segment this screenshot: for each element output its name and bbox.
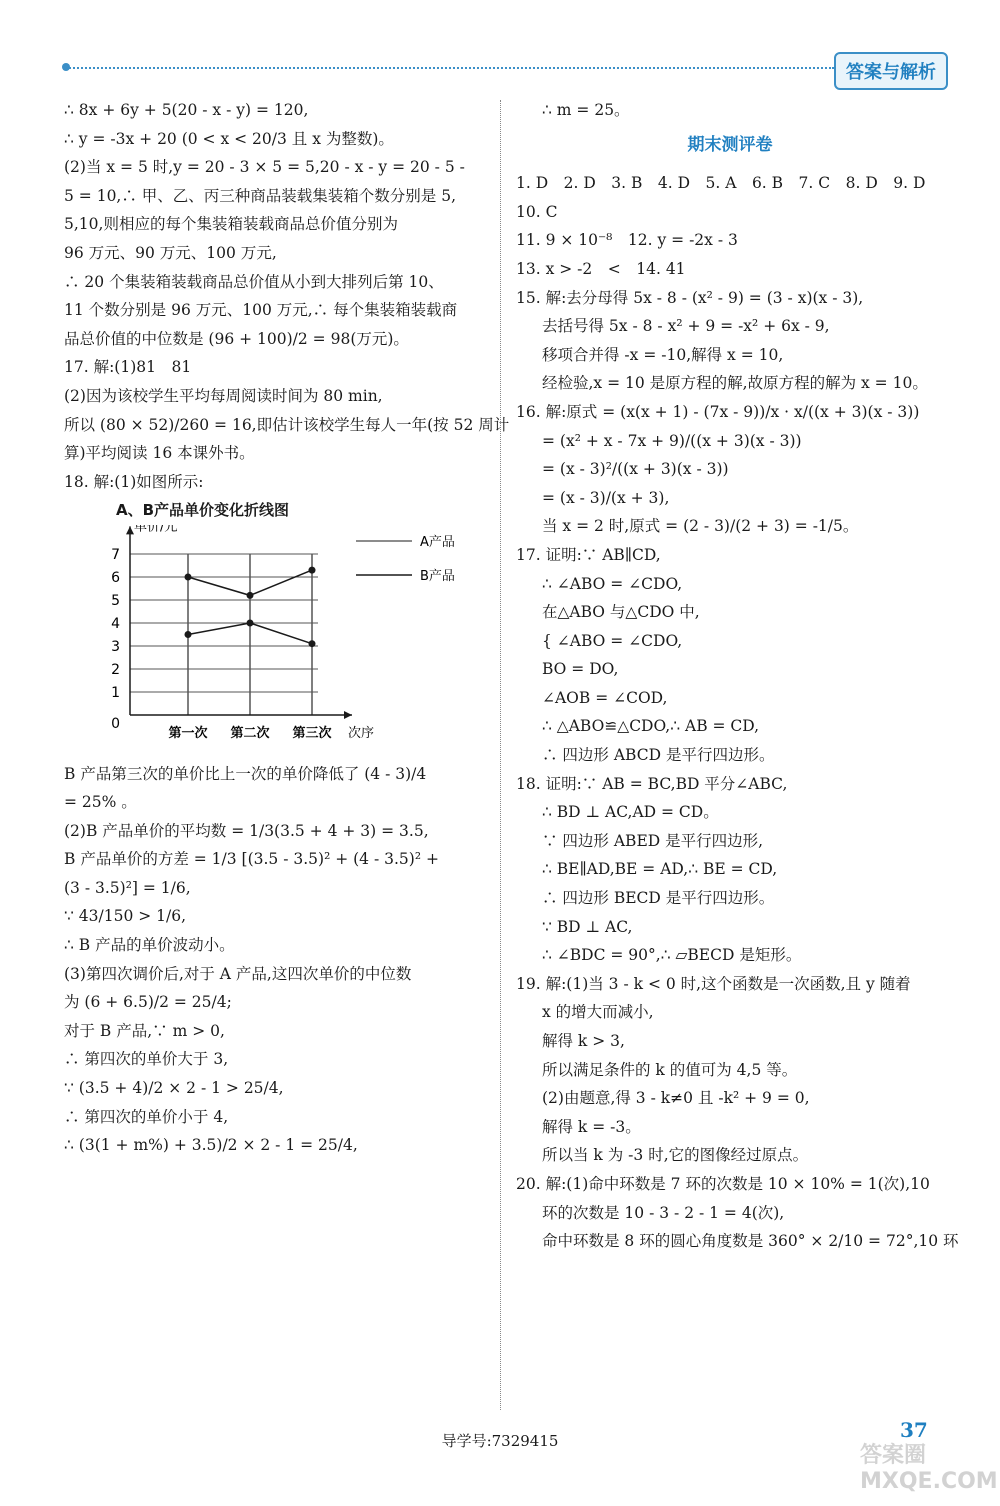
- text-line: 为 (6 + 6.5)/2 = 25/4;: [64, 993, 232, 1012]
- text-line: ∵ BD ⊥ AC,: [542, 917, 633, 936]
- text-line: (3)第四次调价后,对于 A 产品,这四次单价的中位数: [64, 964, 412, 983]
- text-line: 所以当 k 为 -3 时,它的图像经过原点。: [542, 1146, 809, 1165]
- text-line: 15. 解:去分母得 5x - 8 - (x² - 9) = (3 - x)(x - 3),: [516, 288, 864, 307]
- text-line: ∵ 四边形 ABED 是平行四边形,: [542, 831, 764, 850]
- y-tick-label: 0: [111, 715, 120, 732]
- text-line: ∴ (3(1 + m%) + 3.5)/2 × 2 - 1 = 25/4,: [64, 1136, 358, 1155]
- text-line: (2)当 x = 5 时,y = 20 - 3 × 5 = 5,20 - x - y = 20 - 5 -: [64, 158, 465, 177]
- text-line: ∴ 四边形 BECD 是平行四边形。: [542, 889, 775, 908]
- text-line: 13. x > -2 < 14. 41: [516, 259, 686, 278]
- data-point: [247, 619, 254, 626]
- text-line: 所以满足条件的 k 的值可为 4,5 等。: [542, 1060, 798, 1079]
- text-line: 解得 k > 3,: [542, 1032, 625, 1050]
- text-line: ∴ 8x + 6y + 5(20 - x - y) = 120,: [64, 101, 309, 119]
- text-line: B 产品单价的方差 = 1/3 [(3.5 - 3.5)² + (4 - 3.5)² +: [64, 850, 439, 869]
- text-line: x 的增大而减小,: [542, 1003, 654, 1022]
- text-line: 17. 证明:∵ AB∥CD,: [516, 545, 661, 564]
- text-line: ∴ BD ⊥ AC,AD = CD。: [542, 803, 719, 822]
- data-point: [309, 567, 316, 574]
- text-line: ∴ △ABO≌△CDO,∴ AB = CD,: [542, 717, 760, 736]
- data-point: [247, 592, 254, 599]
- y-tick-label: 6: [111, 569, 120, 586]
- text-line: 18. 解:(1)如图所示:: [64, 472, 204, 491]
- text-line: 算)平均阅读 16 本课外书。: [64, 444, 255, 463]
- column-divider: [500, 100, 501, 1410]
- text-line: 11. 9 × 10⁻⁸ 12. y = -2x - 3: [516, 231, 738, 250]
- text-line: (2)因为该校学生平均每周阅读时间为 80 min,: [64, 386, 383, 405]
- header-rule: [66, 67, 834, 69]
- watermark-logo: 答案圈 MXQE.COM: [860, 1443, 998, 1494]
- y-tick-label: 2: [111, 661, 120, 678]
- text-line: ∴ 20 个集装箱装载商品总价值从小到大排列后第 10、: [64, 272, 444, 291]
- section-title: 期末测评卷: [687, 134, 773, 155]
- y-tick-label: 5: [111, 592, 120, 609]
- text-line: ∴ ∠BDC = 90°,∴ ▱BECD 是矩形。: [542, 946, 802, 965]
- text-line: = 25% 。: [64, 793, 137, 812]
- text-line: 19. 解:(1)当 3 - k < 0 时,这个函数是一次函数,且 y 随着: [516, 974, 911, 993]
- text-line: ∴ BE∥AD,BE = AD,∴ BE = CD,: [542, 860, 778, 879]
- header-title: 答案与解析: [834, 52, 948, 90]
- text-line: (2)B 产品单价的平均数 = 1/3(3.5 + 4 + 3) = 3.5,: [64, 821, 429, 840]
- x-axis-arrow: [344, 711, 352, 719]
- text-line: { ∠ABO = ∠CDO,: [542, 631, 683, 650]
- price-line-chart: [64, 525, 484, 750]
- text-line: (2)由题意,得 3 - k≠0 且 -k² + 9 = 0,: [542, 1089, 810, 1108]
- text-line: ∴ y = -3x + 20 (0 < x < 20/3 且 x 为整数)。: [64, 129, 394, 148]
- text-line: ∴ B 产品的单价波动小。: [64, 936, 235, 955]
- legend-label: B产品: [420, 568, 455, 584]
- text-line: ∴ ∠ABO = ∠CDO,: [542, 574, 683, 593]
- guide-number: 导学号:7329415: [441, 1432, 559, 1450]
- text-line: 10. C: [516, 202, 558, 221]
- data-point: [185, 631, 192, 638]
- text-line: 对于 B 产品,∵ m > 0,: [64, 1021, 225, 1040]
- text-line: 5,10,则相应的每个集装箱装载商品总价值分别为: [64, 215, 398, 234]
- text-line: 解得 k = -3。: [542, 1117, 641, 1136]
- text-line: ∴ 四边形 ABCD 是平行四边形。: [542, 746, 775, 765]
- text-line: 18. 证明:∵ AB = BC,BD 平分∠ABC,: [516, 774, 788, 793]
- text-line: = (x - 3)²/((x + 3)(x - 3)): [542, 460, 729, 479]
- text-line: B 产品第三次的单价比上一次的单价降低了 (4 - 3)/4: [64, 764, 427, 783]
- text-line: 移项合并得 -x = -10,解得 x = 10,: [542, 345, 784, 364]
- right-column: [516, 96, 959, 1256]
- data-point: [309, 640, 316, 647]
- text-line: ∵ (3.5 + 4)/2 × 2 - 1 > 25/4,: [64, 1079, 284, 1098]
- text-line: 经检验,x = 10 是原方程的解,故原方程的解为 x = 10。: [542, 374, 928, 393]
- text-line: 命中环数是 8 环的圆心角度数是 360° × 2/10 = 72°,10 环: [542, 1232, 959, 1251]
- text-line: ∠AOB = ∠COD,: [542, 688, 668, 707]
- left-column: [64, 96, 510, 1160]
- text-line: 所以 (80 × 52)/260 = 16,即估计该校学生每人一年(按 52 周计: [64, 415, 510, 434]
- y-axis-arrow: [126, 526, 134, 534]
- text-line: BO = DO,: [542, 660, 619, 679]
- text-line: 96 万元、90 万元、100 万元,: [64, 243, 277, 262]
- y-tick-label: 3: [111, 638, 120, 655]
- x-axis-label: 次序: [348, 725, 375, 741]
- text-line: 去括号得 5x - 8 - x² + 9 = -x² + 6x - 9,: [542, 317, 830, 336]
- y-tick-label: 1: [111, 684, 120, 701]
- text-line: 在△ABO 与△CDO 中,: [542, 603, 700, 622]
- legend-label: A产品: [420, 534, 455, 550]
- data-point: [185, 573, 192, 580]
- y-tick-label: 7: [111, 546, 120, 563]
- text-line: ∴ 第四次的单价大于 3,: [64, 1050, 229, 1069]
- text-line: = (x² + x - 7x + 9)/((x + 3)(x - 3)): [542, 431, 802, 450]
- page-number: 37: [900, 1418, 928, 1442]
- x-tick-label: 第三次: [292, 725, 332, 741]
- text-line: 当 x = 2 时,原式 = (2 - 3)/(2 + 3) = -1/5。: [542, 517, 859, 536]
- y-axis-label: 单价/元: [134, 524, 178, 535]
- text-line: 17. 解:(1)81 81: [64, 358, 192, 377]
- y-tick-label: 4: [111, 615, 120, 632]
- text-line: 环的次数是 10 - 3 - 2 - 1 = 4(次),: [542, 1203, 785, 1222]
- text-line: 20. 解:(1)命中环数是 7 环的次数是 10 × 10% = 1(次),10: [516, 1174, 930, 1193]
- text-line: (3 - 3.5)²] = 1/6,: [64, 878, 191, 897]
- text-line: ∴ 第四次的单价小于 4,: [64, 1107, 229, 1126]
- text-line: 16. 解:原式 = (x(x + 1) - (7x - 9))/x · x/((x + 3)(x - 3)): [516, 402, 920, 421]
- text-line: 5 = 10,∴ 甲、乙、丙三种商品装载集装箱个数分别是 5,: [64, 186, 456, 205]
- text-line: ∵ 43/150 > 1/6,: [64, 907, 187, 926]
- x-tick-label: 第二次: [230, 725, 270, 741]
- text-line: 品总价值的中位数是 (96 + 100)/2 = 98(万元)。: [64, 329, 409, 348]
- text-line: ∴ m = 25。: [542, 101, 630, 119]
- text-line: = (x - 3)/(x + 3),: [542, 488, 670, 507]
- chart-title: A、B产品单价变化折线图: [116, 501, 290, 520]
- x-tick-label: 第一次: [168, 725, 208, 741]
- text-line: 1. D 2. D 3. B 4. D 5. A 6. B 7. C 8. D 9. D: [516, 174, 926, 193]
- text-line: 11 个数分别是 96 万元、100 万元,∴ 每个集装箱装载商: [64, 301, 458, 320]
